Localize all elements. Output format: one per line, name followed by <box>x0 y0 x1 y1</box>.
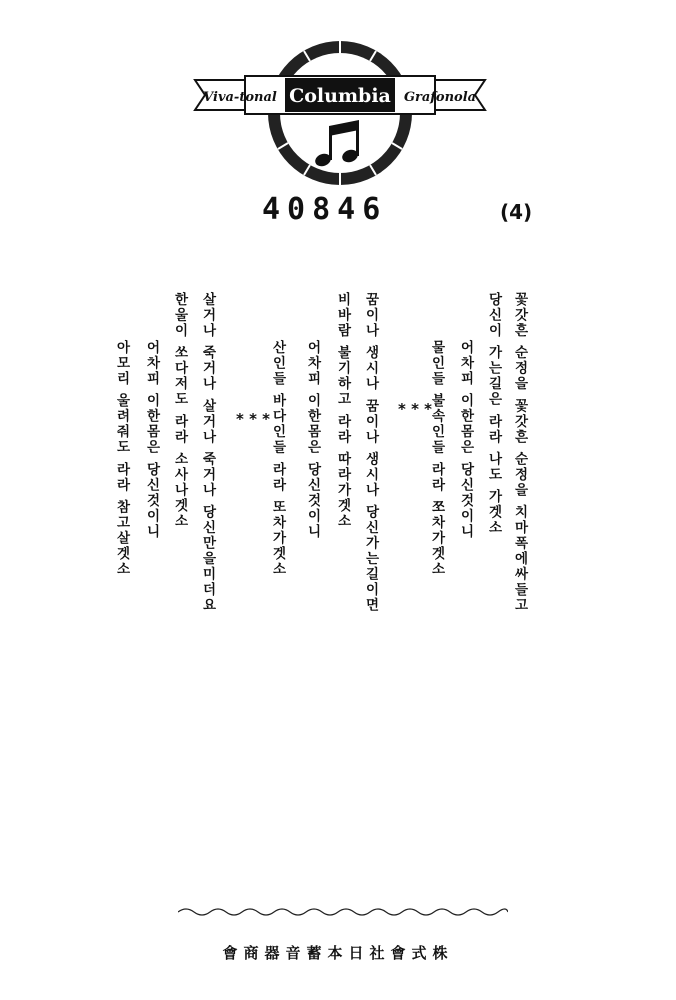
lyric-line: 꽃갓흔 순정을 꽃갓흔 순정을 치마폭에싸들고 <box>511 292 528 614</box>
ribbon-left-text: Viva-tonal <box>203 90 277 105</box>
ribbon-right-text: Grafonola <box>403 90 477 105</box>
lyric-line: 비바람 불기하고 라라 따라가겟소 <box>334 292 351 530</box>
lyric-line: 어차피 이한몸은 당신것이니 <box>457 340 474 540</box>
lyric-line: 아모리 울려줘도 라라 참고살겟소 <box>113 340 130 578</box>
lyric-line: 한울이 쏘다저도 라라 소사나겟소 <box>171 292 188 530</box>
brand-name: Columbia <box>289 85 391 107</box>
lyric-line: 어차피 이한몸은 당신것이니 <box>304 340 321 540</box>
lyric-line: 꿈이나 생시나 꿈이나 생시나 당신가는길이면 <box>362 292 379 614</box>
lyric-line: 물인들 불속인들 라라 쪼차가겟소 <box>428 340 445 578</box>
sheet-number: (4) <box>500 200 533 224</box>
lyric-line: 당신이 가는길은 라라 나도 가겟소 <box>485 292 502 536</box>
separator-stars: * * * <box>236 410 270 428</box>
separator-stars: * * * <box>398 400 432 418</box>
lyric-line: 산인들 바다인들 라라 또차가겟소 <box>269 340 286 578</box>
lyric-line: 어차피 이한몸은 당신것이니 <box>143 340 160 540</box>
columbia-logo <box>190 18 490 193</box>
lyric-line: 살거나 죽거나 살거나 죽거나 당신만을미더요 <box>199 292 216 614</box>
catalog-number: 40846 <box>262 192 388 227</box>
footer-divider <box>178 905 508 919</box>
company-name: 會商器音蓄本日社會式株 <box>222 944 454 962</box>
